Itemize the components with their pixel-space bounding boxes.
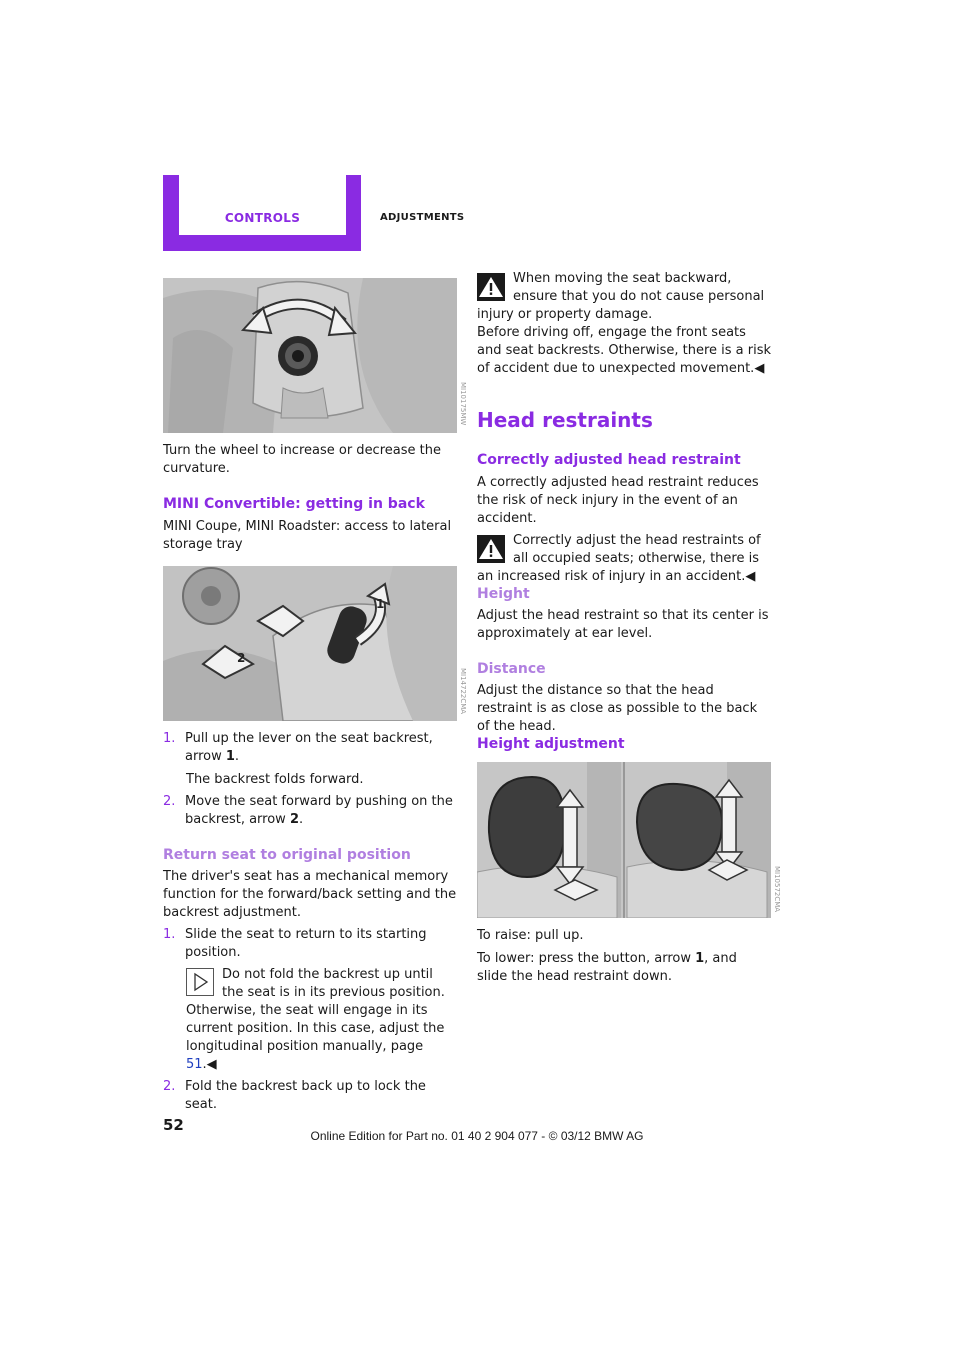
lower-text-a: To lower: press the button, arrow (477, 951, 696, 966)
lumbar-wheel-illustration (163, 278, 457, 433)
warning-triangle (478, 537, 504, 561)
access-note (163, 518, 457, 554)
tab-controls[interactable]: CONTROLS (224, 211, 301, 225)
access-note-text: MINI Coupe, MINI Roadster: access to lateral storage tray (163, 519, 452, 552)
step-text (185, 793, 457, 829)
lower-text-b: , and slide the head restraint down. (477, 951, 737, 984)
heading-return (163, 847, 457, 863)
header-tab-inner (179, 175, 346, 235)
warning-icon (477, 535, 505, 563)
heading-text: MINI Convertible: getting in back (163, 496, 425, 512)
correct-section (477, 474, 771, 586)
caption-lumbar (163, 442, 457, 478)
step-1 (163, 730, 457, 766)
warning-text: When moving the seat backward, ensure that you do not cause personal injury or property damage. (477, 271, 765, 322)
head-restraint-illustration (477, 762, 771, 918)
correct-text: A correctly adjusted head restraint reduces the risk of neck injury in the event of an accident. (477, 475, 759, 526)
step-1-sub: The backrest folds forward. (186, 772, 364, 787)
heading-text: Correctly adjusted head restraint (477, 452, 741, 468)
heading-head-restraints (477, 408, 771, 432)
footer-edition: Online Edition for Part no. 01 40 2 904 077 - © 03/12 BMW AG (310, 1129, 644, 1143)
section-title: ADJUSTMENTS (380, 212, 465, 223)
step-text-main: Move the seat forward by pushing on the backrest, arrow (185, 794, 453, 827)
heading-height-adjustment (477, 736, 771, 752)
heading-convertible (163, 496, 457, 512)
height-text-block (477, 607, 771, 643)
page-number: 52 (163, 1116, 184, 1134)
step-text-end: . (299, 812, 304, 827)
distance-text: Adjust the distance so that the head restraint is as close as possible to the back of the head. (477, 683, 758, 734)
warning-icon (477, 273, 505, 301)
lower-text (477, 950, 771, 986)
distance-text-block (477, 682, 771, 736)
note-arrow-icon (186, 968, 214, 996)
arrow-ref: 1 (225, 749, 235, 764)
return-step-1 (163, 926, 457, 962)
page-link[interactable]: 51 (186, 1057, 203, 1072)
note-text: Do not fold the backrest up until the seat is in its previous position. Otherwise, the seat will engage in its current position. In this case, adjust the longitudinal position manually, page (186, 967, 445, 1054)
return-section (163, 868, 457, 1114)
warning-seat-back (477, 270, 771, 378)
step-text-main: Pull up the lever on the seat backrest, arrow (185, 731, 433, 764)
height-text: Adjust the head restraint so that its center is approximately at ear level. (477, 608, 769, 641)
heading-text: Distance (477, 661, 546, 677)
heading-correct (477, 452, 771, 468)
arrow-ref: 1 (695, 951, 705, 966)
fold-backrest-illustration (163, 566, 457, 721)
return-text: The driver's seat has a mechanical memory function for the forward/back setting and the backrest adjustment. (163, 869, 457, 920)
figure-fold-backrest (163, 566, 457, 721)
figure-head-restraint (477, 762, 771, 918)
figure-code: MI14722CMA (459, 668, 467, 715)
warning-text-2: Before driving off, engage the front seats and seat backrests. Otherwise, there is a risk of accident due to unexpected movement.◀ (477, 325, 772, 376)
heading-text: Return seat to original position (163, 847, 411, 863)
figure-lumbar-wheel (163, 278, 457, 433)
step-text (185, 730, 457, 766)
figure-code: MI10175MW (459, 382, 467, 426)
step-text: Fold the backrest back up to lock the seat. (185, 1079, 426, 1112)
step-number: 1. (163, 731, 176, 746)
svg-text:2: 2 (237, 651, 246, 665)
header-tab (163, 175, 361, 251)
note-end: .◀ (202, 1057, 217, 1072)
note-block (163, 966, 457, 1074)
svg-text:1: 1 (376, 597, 385, 611)
step-number: 2. (163, 1079, 176, 1094)
raise-lower-block (477, 927, 771, 986)
note-arrow-glyph (187, 969, 213, 995)
warning-head-restraint (477, 532, 771, 586)
warning-text: Correctly adjust the head restraints of all occupied seats; otherwise, there is an increased risk of injury in an accident.◀ (477, 533, 761, 584)
caption-text: Turn the wheel to increase or decrease the curvature. (163, 443, 441, 476)
heading-height (477, 586, 771, 602)
arrow-ref: 2 (289, 812, 299, 827)
heading-text: Height (477, 586, 530, 602)
heading-text: Height adjustment (477, 736, 625, 752)
step-text: Slide the seat to return to its starting position. (185, 927, 427, 960)
step-2 (163, 793, 457, 829)
warning-triangle (478, 275, 504, 299)
figure-code: MI10572CMA (773, 866, 781, 913)
step-number: 1. (163, 927, 176, 942)
step-text-end: . (234, 749, 240, 764)
heading-distance (477, 661, 771, 677)
heading-text: Head restraints (477, 408, 653, 432)
raise-text: To raise: pull up. (477, 928, 584, 943)
step-number: 2. (163, 794, 176, 809)
step-list-convertible (163, 730, 457, 829)
return-step-2 (163, 1078, 457, 1114)
